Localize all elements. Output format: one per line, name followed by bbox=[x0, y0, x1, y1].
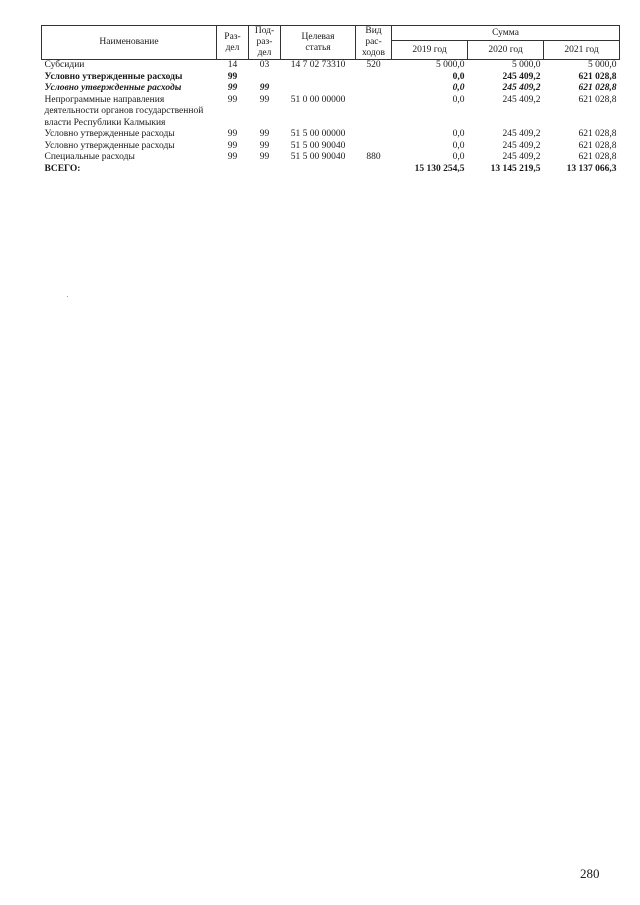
table-row bbox=[42, 83, 620, 95]
scan-speck bbox=[67, 296, 68, 297]
cell-name: ВСЕГО: bbox=[44, 163, 81, 174]
cell-podrazdel bbox=[249, 164, 281, 176]
cell-2020: 13 145 219,5 bbox=[490, 163, 541, 174]
table-row bbox=[42, 129, 620, 141]
page-number: 280 bbox=[580, 866, 600, 881]
cell-2021: 621 028,8 bbox=[578, 83, 617, 93]
cell-razdel: 99 bbox=[227, 83, 238, 93]
cell-2020: 245 409,2 bbox=[502, 140, 541, 151]
table-header bbox=[42, 26, 620, 60]
cell-razdel: 99 bbox=[227, 140, 238, 151]
cell-razdel bbox=[217, 164, 249, 176]
cell-vid: 880 bbox=[366, 152, 381, 162]
cell-2021: 5 000,0 bbox=[588, 60, 617, 70]
cell-vid bbox=[356, 72, 392, 84]
cell-vid: 520 bbox=[366, 60, 381, 70]
cell-vid bbox=[356, 95, 392, 130]
cell-2021: 621 028,8 bbox=[578, 140, 617, 151]
cell-podrazdel: 99 bbox=[259, 129, 270, 139]
cell-vid bbox=[356, 164, 392, 176]
cell-2019: 0,0 bbox=[452, 140, 465, 151]
cell-name: Специальные расходы bbox=[44, 152, 135, 162]
header-razdel: Раз- дел bbox=[217, 26, 249, 60]
cell-2019: 0,0 bbox=[452, 129, 465, 139]
header-name: Наименование bbox=[42, 26, 217, 60]
cell-2020: 245 409,2 bbox=[502, 94, 541, 105]
cell-name: Условно утвержденные расходы bbox=[44, 71, 183, 82]
cell-target: 51 5 00 00000 bbox=[290, 129, 346, 139]
cell-razdel: 99 bbox=[227, 129, 238, 139]
cell-razdel: 99 bbox=[227, 152, 238, 162]
header-target: Целевая статья bbox=[281, 26, 356, 60]
table-row bbox=[42, 152, 620, 164]
cell-podrazdel: 99 bbox=[259, 140, 270, 151]
cell-2020: 245 409,2 bbox=[502, 71, 541, 82]
cell-2019: 15 130 254,5 bbox=[414, 163, 465, 174]
cell-target: 51 5 00 90040 bbox=[290, 152, 346, 162]
header-sum: Сумма bbox=[392, 26, 620, 41]
cell-podrazdel: 03 bbox=[259, 60, 270, 70]
cell-target bbox=[281, 83, 356, 95]
budget-table bbox=[41, 25, 620, 175]
cell-2021: 621 028,8 bbox=[578, 152, 617, 162]
table-row bbox=[42, 141, 620, 153]
cell-name: Субсидии bbox=[44, 60, 85, 70]
cell-2021: 621 028,8 bbox=[578, 71, 617, 82]
cell-2019: 0,0 bbox=[452, 83, 465, 93]
table-row bbox=[42, 72, 620, 84]
cell-2019: 0,0 bbox=[452, 94, 465, 105]
cell-2021: 621 028,8 bbox=[578, 129, 617, 139]
cell-2020: 245 409,2 bbox=[502, 83, 541, 93]
header-year-2021: 2021 год bbox=[544, 41, 620, 60]
cell-podrazdel: 99 bbox=[259, 152, 270, 162]
cell-target bbox=[281, 164, 356, 176]
header-vid: Вид рас- ходов bbox=[356, 26, 392, 60]
cell-name: Условно утвержденные расходы bbox=[44, 83, 182, 93]
header-year-2019: 2019 год bbox=[392, 41, 468, 60]
cell-vid bbox=[356, 141, 392, 153]
cell-target: 51 5 00 90040 bbox=[290, 140, 346, 151]
cell-2020: 245 409,2 bbox=[502, 152, 541, 162]
cell-2021: 13 137 066,3 bbox=[566, 163, 617, 174]
cell-name: Условно утвержденные расходы bbox=[44, 140, 175, 151]
cell-razdel: 99 bbox=[227, 71, 238, 82]
cell-podrazdel: 99 bbox=[259, 94, 270, 105]
cell-2019: 0,0 bbox=[452, 152, 465, 162]
cell-target bbox=[281, 72, 356, 84]
cell-target: 51 0 00 00000 bbox=[290, 94, 346, 105]
cell-target: 14 7 02 73310 bbox=[290, 60, 346, 70]
cell-2019: 5 000,0 bbox=[436, 60, 465, 70]
header-podrazdel: Под- раз- дел bbox=[249, 26, 281, 60]
header-year-2020: 2020 год bbox=[468, 41, 544, 60]
cell-2019: 0,0 bbox=[452, 71, 465, 82]
cell-podrazdel bbox=[249, 72, 281, 84]
cell-vid bbox=[356, 83, 392, 95]
table-row bbox=[42, 164, 620, 176]
cell-razdel: 14 bbox=[227, 60, 238, 70]
cell-2021: 621 028,8 bbox=[578, 94, 617, 105]
cell-podrazdel: 99 bbox=[259, 83, 270, 93]
table-row bbox=[42, 95, 620, 130]
cell-razdel: 99 bbox=[227, 94, 238, 105]
cell-name: Условно утвержденные расходы bbox=[44, 129, 175, 139]
table-row bbox=[42, 60, 620, 72]
cell-2020: 5 000,0 bbox=[512, 60, 541, 70]
cell-vid bbox=[356, 129, 392, 141]
cell-name: Непрограммные направления деятельности органов государственной власти Республики Калмыкия bbox=[44, 94, 204, 128]
table-body bbox=[42, 60, 620, 176]
cell-2020: 245 409,2 bbox=[502, 129, 541, 139]
